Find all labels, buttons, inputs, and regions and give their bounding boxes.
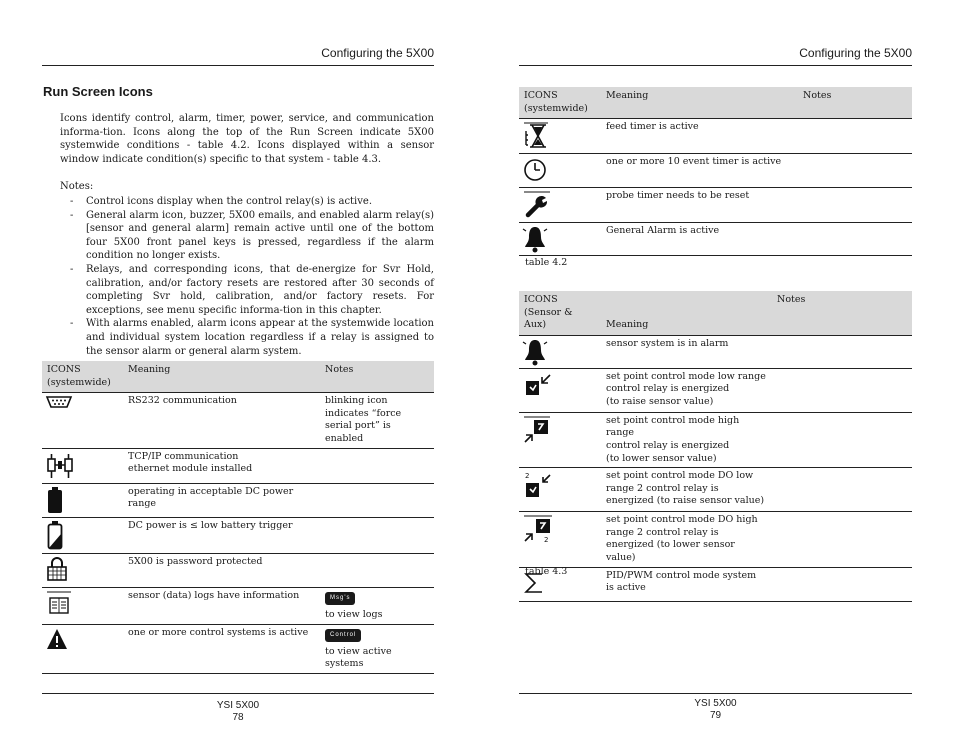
table-row (519, 368, 912, 412)
battery-full-icon (45, 486, 120, 514)
high-range-relay-icon (522, 415, 598, 445)
table-row (42, 624, 434, 673)
systemwide-icons-table (42, 361, 434, 674)
meaning-cell: DC power is ≤ low battery trigger (123, 517, 320, 553)
table-row (42, 517, 434, 553)
clock-icon (522, 156, 598, 182)
footer-product: YSI 5X00 (216, 700, 260, 711)
meaning-cell: set point control mode low range control relay is energized (to raise sensor value) (601, 368, 772, 412)
meaning-cell: 5X00 is password protected (123, 553, 320, 587)
svg-text:2: 2 (544, 536, 549, 545)
meaning-cell: RS232 communication (123, 393, 320, 448)
col-header-notes: Notes (798, 87, 912, 119)
notes-cell: to view active systems (325, 645, 392, 670)
note-text: General alarm icon, buzzer, 5X00 emails, and enabled alarm relay(s) [sensor and general alarm] remain active until one of the bottom four 5X00 front panel keys is pressed, regardless if the alarm condition no longer exists. (86, 209, 434, 262)
notes-cell (798, 223, 912, 256)
meaning-cell: operating in acceptable DC power range (123, 483, 320, 517)
col-header-icons: ICONS (systemwide) (519, 87, 601, 119)
col-header-icons: ICONS (systemwide) (42, 361, 123, 393)
col-header-meaning: Meaning (123, 361, 320, 393)
hourglass-feed-icon (522, 121, 598, 149)
meaning-cell: one or more 10 event timer is active (601, 154, 798, 188)
footer-page-number: 78 (232, 712, 244, 723)
meaning-cell: set point control mode high range control relay is energized (to lower sensor value) (601, 412, 772, 467)
note-text: With alarms enabled, alarm icons appear at the systemwide location and individual system location regardless if a relay is assigned to the sensor alarm or general alarm system. (86, 318, 434, 357)
table-row (519, 154, 912, 188)
alarm-bell-icon (522, 338, 598, 366)
notes-list (60, 195, 434, 358)
table-row (42, 553, 434, 587)
notes-cell (320, 517, 434, 553)
footer-rule (519, 693, 912, 694)
table-row (519, 567, 912, 601)
notes-cell (320, 448, 434, 483)
notes-cell (320, 483, 434, 517)
col-header-notes: Notes (320, 361, 434, 393)
meaning-cell: sensor (data) logs have information (123, 587, 320, 624)
notes-cell (772, 512, 912, 567)
table-row (519, 335, 912, 368)
meaning-cell: set point control mode DO low range 2 control relay is energized (to raise sensor value) (601, 468, 772, 512)
systemwide-icons-table-continued (519, 87, 912, 256)
notes-cell (772, 468, 912, 512)
footer-product: YSI 5X00 (694, 698, 737, 709)
header-rule (42, 65, 434, 66)
notes-cell: blinking icon indicates “force serial port” is enabled (320, 393, 434, 448)
right-page (519, 0, 912, 738)
padlock-icon (45, 556, 120, 582)
wrench-icon (522, 190, 598, 218)
notes-cell (798, 154, 912, 188)
meaning-cell: one or more control systems is active (123, 624, 320, 673)
meaning-cell: probe timer needs to be reset (601, 188, 798, 223)
notes-cell (772, 335, 912, 368)
svg-text:2: 2 (525, 472, 530, 481)
meaning-cell: feed timer is active (601, 119, 798, 154)
note-item: - With alarms enabled, alarm icons appear at the systemwide location and individual system location regardless if a relay is assigned to the sensor alarm or general alarm system. (70, 318, 434, 357)
col-header-icons: ICONS (Sensor & Aux) (519, 291, 601, 335)
table-row (42, 393, 434, 448)
do-low-range-2-icon (522, 470, 598, 500)
col-header-notes: Notes (772, 291, 912, 335)
notes-cell (798, 119, 912, 154)
serial-port-icon (45, 395, 120, 409)
meaning-cell: set point control mode DO high range 2 control relay is energized (to lower sensor value) (601, 512, 772, 567)
notes-cell: to view logs (325, 608, 383, 620)
table-row (519, 468, 912, 512)
low-range-relay-icon (522, 371, 598, 399)
note-item: - Control icons display when the control relay(s) is active. (70, 196, 373, 207)
meaning-cell: sensor system is in alarm (601, 335, 772, 368)
table-row (519, 412, 912, 467)
meaning-cell: TCP/IP communication ethernet module installed (123, 448, 320, 483)
col-header-meaning: Meaning (601, 87, 798, 119)
table-caption: table 4.3 (525, 566, 568, 577)
notes-cell (772, 567, 912, 601)
note-item: - Relays, and corresponding icons, that de-energize for Svr Hold, calibration, and/or factory resets are restored after 30 seconds of completing Svr hold, calibration, and/or factory resets. For exceptions, see menu specific informa-tion in this chapter. (70, 263, 434, 316)
notes-label: Notes: (60, 181, 94, 192)
running-header: Configuring the 5X00 (799, 46, 912, 60)
col-header-meaning: Meaning (601, 291, 772, 335)
notes-cell (772, 412, 912, 467)
alarm-bell-icon (522, 225, 598, 253)
control-key-button: Control (325, 629, 361, 642)
network-icon (45, 451, 120, 481)
table-row (42, 448, 434, 483)
left-page (42, 0, 434, 738)
table-caption: table 4.2 (525, 257, 568, 268)
meaning-cell: General Alarm is active (601, 223, 798, 256)
footer-rule (42, 693, 434, 694)
section-title: Run Screen Icons (43, 84, 153, 99)
footer-page-number: 79 (709, 710, 722, 721)
intro-paragraph: Icons identify control, alarm, timer, power, service, and communication informa-tion. Icons along the top of the Run Screen indicate 5X00 systemwide conditions - table 4.2. Icons displayed within a sensor window indicate condition(s) specific to that system - table 4.3. (60, 113, 434, 165)
table-row (519, 512, 912, 567)
meaning-cell: PID/PWM control mode system is active (601, 567, 772, 601)
warning-triangle-icon (45, 627, 120, 651)
note-item: - General alarm icon, buzzer, 5X00 emails, and enabled alarm relay(s) [sensor and general alarm] remain active until one of the bottom four 5X00 front panel keys is pressed, regardless if the alarm condition no longer exists. (70, 209, 434, 262)
note-text: Control icons display when the control relay(s) is active. (86, 196, 373, 207)
note-text: Relays, and corresponding icons, that de-energize for Svr Hold, calibration, and/or factory resets are restored after 30 seconds of completing Svr hold, calibration, and/or factory resets. For exceptions, see menu specific informa-tion in this chapter. (86, 263, 434, 316)
header-rule (519, 65, 912, 66)
battery-low-icon (45, 520, 120, 550)
table-row (519, 188, 912, 223)
msgs-key-button: Msg's (325, 592, 355, 605)
notes-cell (798, 188, 912, 223)
table-row (519, 223, 912, 256)
sensor-aux-icons-table (519, 291, 912, 602)
notes-cell (320, 553, 434, 587)
table-row (519, 119, 912, 154)
notes-cell (772, 368, 912, 412)
table-row (42, 483, 434, 517)
logbook-icon (45, 590, 120, 616)
do-high-range-2-icon (522, 514, 598, 544)
table-row (42, 587, 434, 624)
running-header: Configuring the 5X00 (321, 46, 434, 60)
